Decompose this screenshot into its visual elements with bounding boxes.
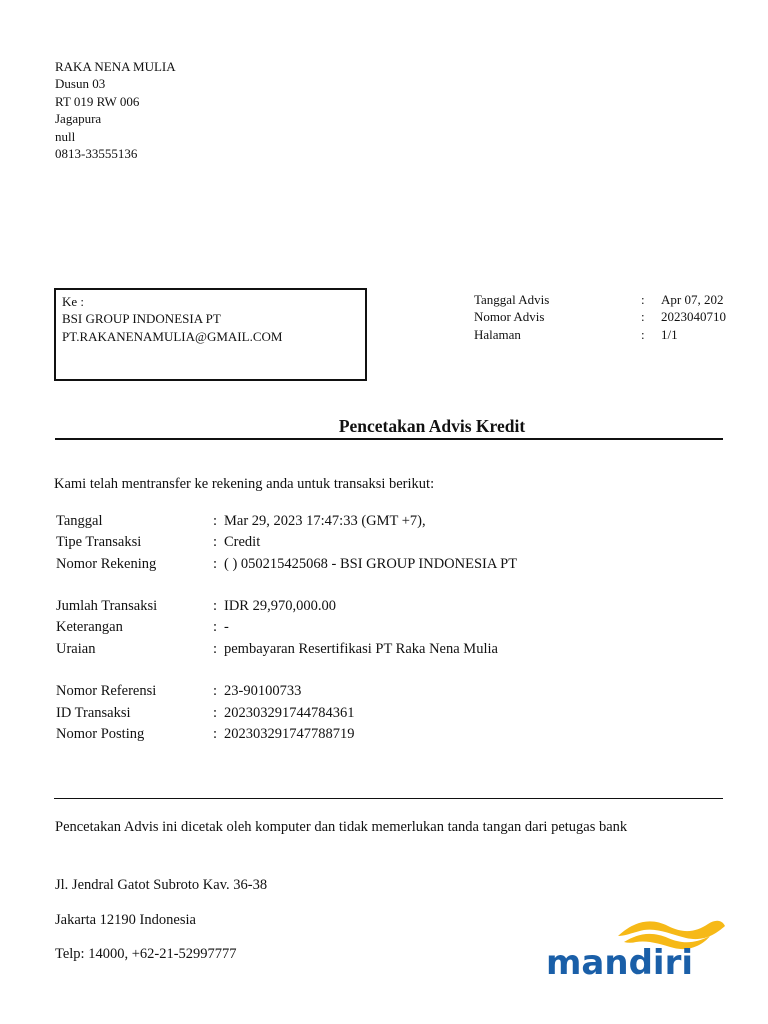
detail-value: - (224, 619, 229, 636)
detail-value: 202303291747788719 (224, 725, 355, 742)
mandiri-logo (540, 912, 730, 982)
detail-label: Uraian (56, 640, 96, 657)
detail-label: Nomor Posting (56, 725, 145, 742)
meta-value: 2023040710 (661, 309, 726, 325)
sender-phone: 0813-33555136 (55, 146, 138, 162)
meta-colon: : (641, 326, 645, 342)
detail-label: Nomor Referensi (56, 683, 157, 700)
detail-label: ID Transaksi (56, 704, 131, 721)
sender-region: null (55, 128, 76, 144)
footer-phone: Telp: 14000, +62-21-52997777 (55, 946, 237, 962)
meta-label: Tanggal Advis (474, 292, 550, 307)
recipient-email: PT.RAKANENAMULIA@GMAIL.COM (62, 328, 283, 344)
detail-colon: : (213, 555, 218, 572)
detail-value: IDR 29,970,000.00 (224, 598, 336, 615)
detail-label: Nomor Rekening (56, 555, 157, 572)
meta-value: Apr 07, 202 (661, 292, 724, 307)
sender-address-block (55, 58, 176, 162)
detail-value: 23-90100733 (224, 683, 302, 700)
detail-label: Tanggal (56, 513, 103, 529)
document-title: Pencetakan Advis Kredit (338, 416, 526, 436)
title-divider (55, 438, 723, 440)
detail-colon: : (213, 534, 218, 551)
footer-divider (54, 798, 723, 799)
detail-colon: : (213, 704, 218, 721)
sender-address-line-1: Dusun 03 (55, 76, 106, 92)
recipient-box (54, 288, 367, 381)
detail-value: Credit (224, 534, 261, 551)
detail-colon: : (213, 513, 218, 529)
detail-value: pembayaran Resertifikasi PT Raka Nena Mulia (224, 640, 498, 657)
footer-city: Jakarta 12190 Indonesia (55, 912, 196, 928)
intro-text: Kami telah mentransfer ke rekening anda untuk transaksi berikut: (54, 476, 435, 492)
detail-label: Jumlah Transaksi (56, 598, 158, 615)
recipient-company: BSI GROUP INDONESIA PT (62, 311, 221, 327)
meta-colon: : (641, 309, 645, 325)
detail-colon: : (213, 619, 218, 636)
detail-colon: : (213, 725, 218, 742)
meta-row-halaman (474, 326, 768, 343)
sender-name: RAKA NENA MULIA (55, 59, 176, 74)
meta-row-tanggal-advis (474, 291, 768, 308)
detail-value: ( ) 050215425068 - BSI GROUP INDONESIA PT (224, 555, 518, 572)
footer-address: Jl. Jendral Gatot Subroto Kav. 36-38 (55, 877, 268, 893)
recipient-label: Ke : (62, 294, 85, 309)
meta-label: Nomor Advis (474, 309, 545, 325)
meta-row-nomor-advis (474, 308, 768, 325)
detail-value: 202303291744784361 (224, 704, 355, 721)
sender-address-line-2: RT 019 RW 006 (55, 93, 140, 109)
meta-value: 1/1 (661, 326, 678, 342)
advice-meta (474, 291, 768, 347)
sender-city: Jagapura (55, 111, 102, 127)
computer-generated-note: Pencetakan Advis ini dicetak oleh komputer dan tidak memerlukan tanda tangan dari petugas bank (55, 819, 628, 835)
detail-colon: : (213, 683, 218, 700)
detail-colon: : (213, 640, 218, 657)
detail-label: Tipe Transaksi (56, 534, 142, 551)
detail-value: Mar 29, 2023 17:47:33 (GMT +7), (224, 513, 426, 529)
detail-colon: : (213, 598, 218, 615)
detail-label: Keterangan (56, 619, 123, 636)
meta-label: Halaman (474, 326, 521, 342)
meta-colon: : (641, 292, 645, 307)
mandiri-logo-text: mandiri (546, 943, 693, 982)
